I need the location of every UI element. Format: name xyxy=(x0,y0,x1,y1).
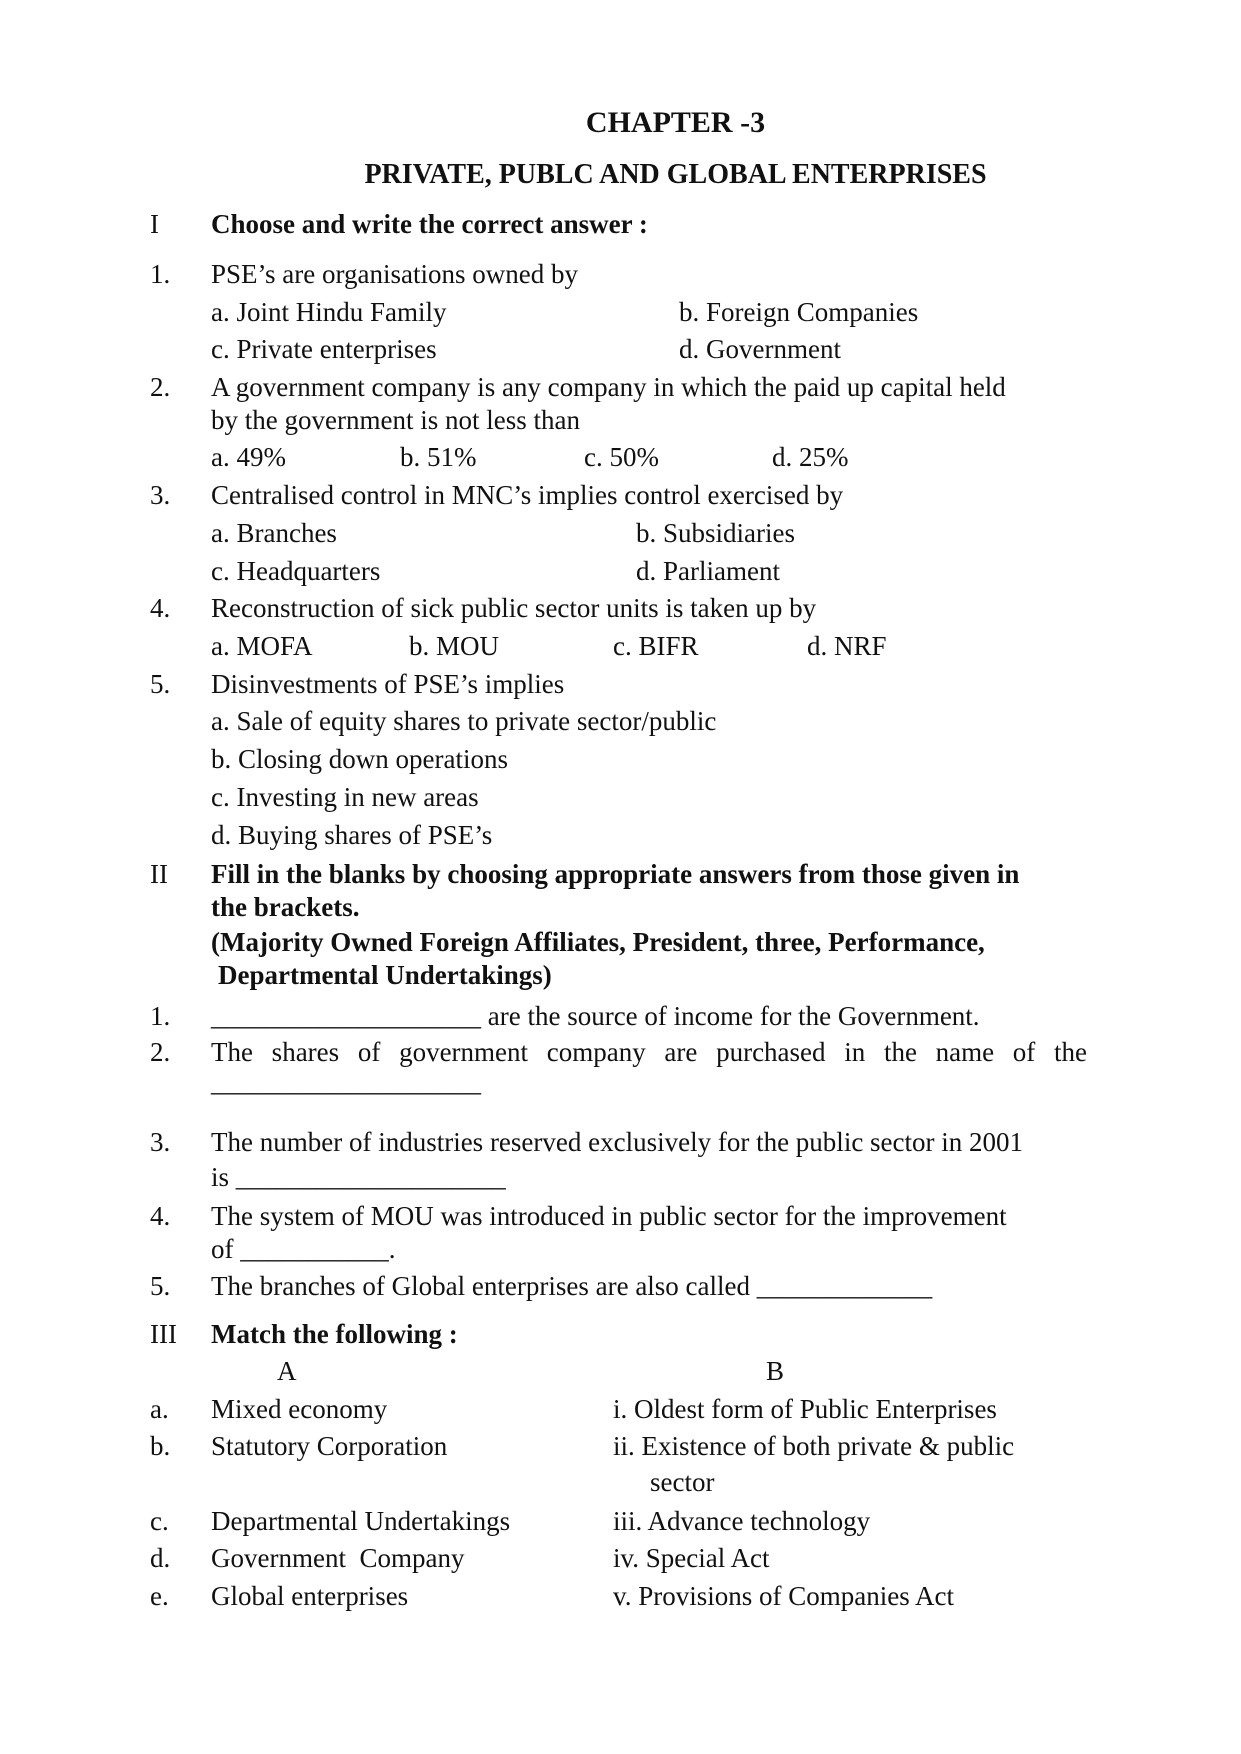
match-row-key: d. xyxy=(150,1543,171,1573)
match-row-a: Statutory Corporation xyxy=(211,1431,448,1461)
column-a-header: A xyxy=(277,1356,297,1386)
match-row-b: iv. Special Act xyxy=(613,1543,770,1573)
q1-number: 1. xyxy=(150,259,171,289)
match-row-b: i. Oldest form of Public Enterprises xyxy=(613,1394,997,1424)
q5-number: 5. xyxy=(150,669,171,699)
q5-option-b: b. Closing down operations xyxy=(211,744,508,774)
q4-text: Reconstruction of sick public sector units is taken up by xyxy=(211,593,817,623)
match-row-b: ii. Existence of both private & public xyxy=(613,1431,1015,1461)
q2-option-b: b. 51% xyxy=(400,442,477,472)
fill-q2-text-line2: ____________________ xyxy=(211,1067,481,1097)
section-2-options-line1: (Majority Owned Foreign Affiliates, President, three, Performance, xyxy=(211,927,985,957)
q4-option-d: d. NRF xyxy=(807,631,887,661)
q2-option-d: d. 25% xyxy=(772,442,849,472)
fill-q2-number: 2. xyxy=(150,1037,171,1067)
match-row-b: iii. Advance technology xyxy=(613,1506,871,1536)
q5-option-d: d. Buying shares of PSE’s xyxy=(211,820,493,850)
q5-text: Disinvestments of PSE’s implies xyxy=(211,669,565,699)
q4-option-a: a. MOFA xyxy=(211,631,313,661)
q5-option-c: c. Investing in new areas xyxy=(211,782,479,812)
q2-option-c: c. 50% xyxy=(584,442,659,472)
q3-option-d: d. Parliament xyxy=(636,556,780,586)
q4-option-c: c. BIFR xyxy=(613,631,699,661)
match-row-a: Departmental Undertakings xyxy=(211,1506,511,1536)
chapter-title: PRIVATE, PUBLC AND GLOBAL ENTERPRISES xyxy=(364,159,987,190)
match-row-key: b. xyxy=(150,1431,171,1461)
fill-q4-number: 4. xyxy=(150,1201,171,1231)
fill-q3-text-line2: is ____________________ xyxy=(211,1162,506,1192)
fill-q3-number: 3. xyxy=(150,1127,171,1157)
match-row-key: c. xyxy=(150,1506,169,1536)
fill-q5-number: 5. xyxy=(150,1271,171,1301)
q5-option-a: a. Sale of equity shares to private sector/public xyxy=(211,706,717,736)
q3-text: Centralised control in MNC’s implies control exercised by xyxy=(211,480,844,510)
q1-option-d: d. Government xyxy=(679,334,841,364)
section-3-number: III xyxy=(150,1319,177,1349)
q1-option-b: b. Foreign Companies xyxy=(679,297,919,327)
q4-option-b: b. MOU xyxy=(409,631,500,661)
fill-q1-number: 1. xyxy=(150,1001,171,1031)
fill-q3-text-line1: The number of industries reserved exclusively for the public sector in 2001 xyxy=(211,1127,1024,1157)
match-row-key: a. xyxy=(150,1394,169,1424)
fill-q4-text-line1: The system of MOU was introduced in public sector for the improvement xyxy=(211,1201,1007,1231)
q2-number: 2. xyxy=(150,372,171,402)
match-row-a: Mixed economy xyxy=(211,1394,388,1424)
section-2-heading-line1: Fill in the blanks by choosing appropriate answers from those given in xyxy=(211,859,1020,889)
match-row-b-continuation: sector xyxy=(650,1467,715,1497)
q3-option-a: a. Branches xyxy=(211,518,337,548)
q3-number: 3. xyxy=(150,480,171,510)
match-row-a: Global enterprises xyxy=(211,1581,409,1611)
fill-q2-text-line1: The shares of government company are purchased in the name of the xyxy=(211,1037,1087,1067)
q2-text-line1: A government company is any company in which the paid up capital held xyxy=(211,372,1006,402)
q4-number: 4. xyxy=(150,593,171,623)
fill-q5-text: The branches of Global enterprises are also called _____________ xyxy=(211,1271,933,1301)
q1-text: PSE’s are organisations owned by xyxy=(211,259,578,289)
q2-text-line2: by the government is not less than xyxy=(211,405,580,435)
match-row-key: e. xyxy=(150,1581,169,1611)
fill-q1-text: ____________________ are the source of income for the Government. xyxy=(211,1001,980,1031)
section-2-options-line2: Departmental Undertakings) xyxy=(218,960,552,990)
column-b-header: B xyxy=(766,1356,785,1386)
match-row-b: v. Provisions of Companies Act xyxy=(613,1581,954,1611)
q2-option-a: a. 49% xyxy=(211,442,286,472)
match-row-a: Government Company xyxy=(211,1543,465,1573)
q3-option-c: c. Headquarters xyxy=(211,556,381,586)
q3-option-b: b. Subsidiaries xyxy=(636,518,795,548)
section-1-number: I xyxy=(150,209,159,239)
section-3-heading: Match the following : xyxy=(211,1319,458,1349)
section-2-heading-line2: the brackets. xyxy=(211,892,360,922)
fill-q4-text-line2: of ___________. xyxy=(211,1234,396,1264)
q1-option-a: a. Joint Hindu Family xyxy=(211,297,447,327)
q1-option-c: c. Private enterprises xyxy=(211,334,437,364)
chapter-heading: CHAPTER -3 xyxy=(585,106,766,139)
section-1-heading: Choose and write the correct answer : xyxy=(211,209,648,239)
section-2-number: II xyxy=(150,859,168,889)
